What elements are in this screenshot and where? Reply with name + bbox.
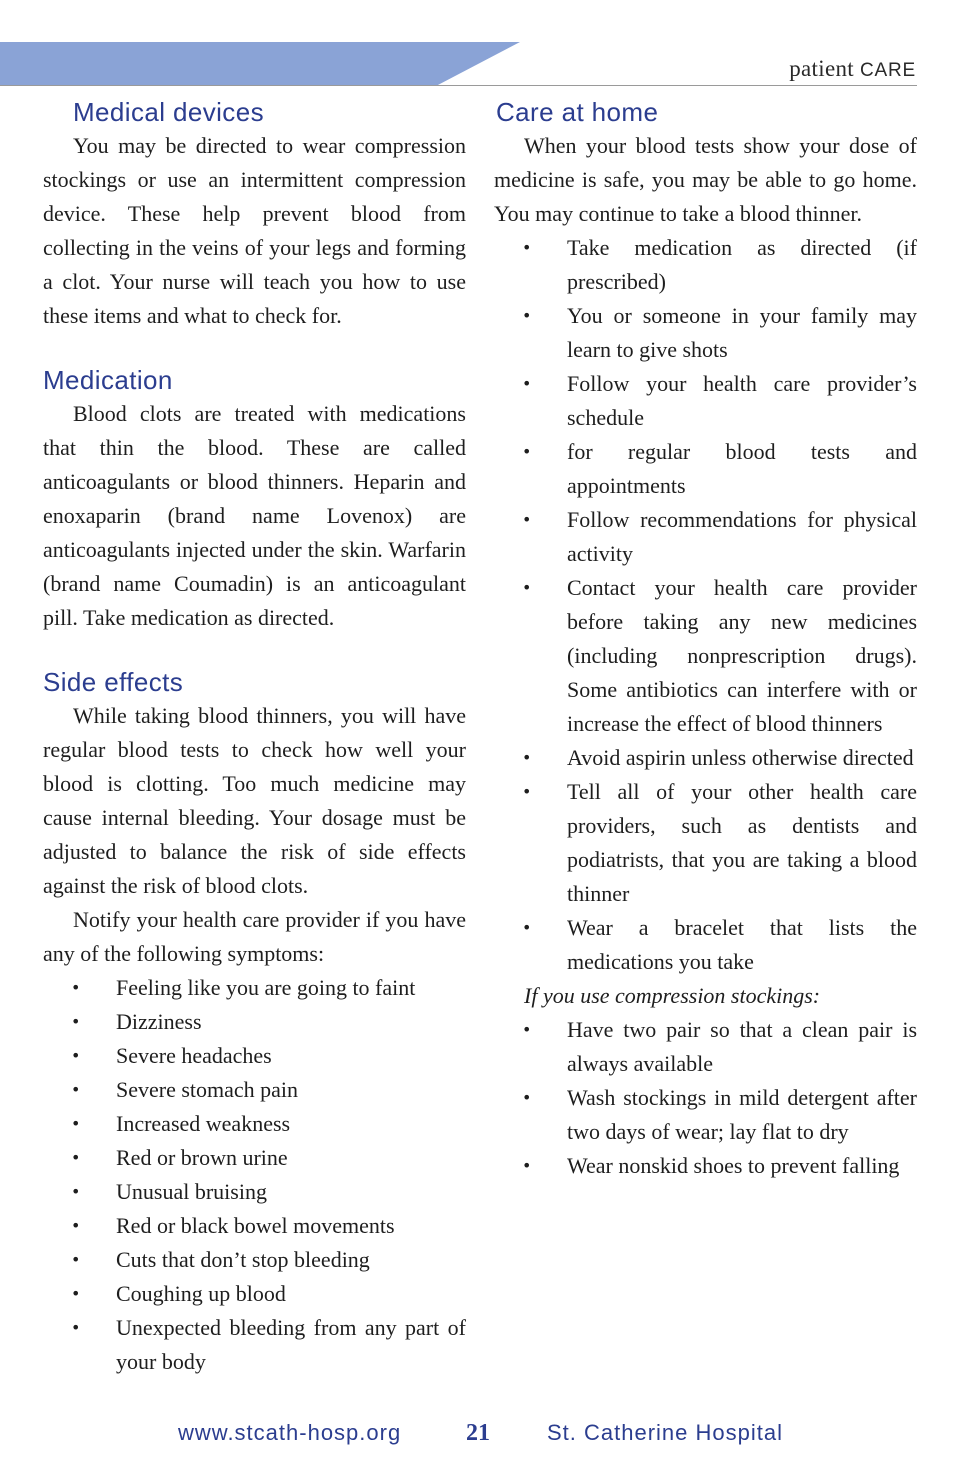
list-item: • Contact your health care provider before taking any new medicines (including nonprescription drugs). Some antibiotics can interfere with or increase the effect of blood thinners (494, 571, 917, 741)
list-item: • Follow recommendations for physical activity (494, 503, 917, 571)
side-effects-section (43, 665, 466, 1379)
side-effects-text: While taking blood thinners, you will have regular blood tests to check how well your blood is clotting. Too much medicine may cause internal bleeding. Your dosage must be adjusted to balance the risk of side effects against the risk of blood clots. (43, 703, 466, 898)
list-item: • Unusual bruising (43, 1175, 466, 1209)
compression-stockings-list (494, 1013, 917, 1183)
side-effects-heading: Side effects (43, 667, 184, 697)
section-label-main: patient (789, 56, 854, 81)
medication-heading: Medication (43, 365, 173, 395)
compression-stockings-note: If you use compression stockings: (524, 983, 821, 1008)
header-rule (0, 85, 917, 86)
list-item: • Severe headaches (43, 1039, 466, 1073)
list-item: • Wash stockings in mild detergent after two days of wear; lay flat to dry (494, 1081, 917, 1149)
list-item: • Increased weakness (43, 1107, 466, 1141)
list-item: • Wear nonskid shoes to prevent falling (494, 1149, 917, 1183)
list-item: • Unexpected bleeding from any part of your body (43, 1311, 466, 1379)
list-item: • Severe stomach pain (43, 1073, 466, 1107)
care-at-home-section (494, 95, 917, 1183)
list-item: • Tell all of your other health care providers, such as dentists and podiatrists, that you are taking a blood thinner (494, 775, 917, 911)
list-item: • Cuts that don’t stop bleeding (43, 1243, 466, 1277)
list-item: • You or someone in your family may learn to give shots (494, 299, 917, 367)
page-footer (0, 1416, 960, 1450)
symptoms-list (43, 971, 466, 1379)
list-item: • Wear a bracelet that lists the medications you take (494, 911, 917, 979)
care-at-home-list (494, 231, 917, 979)
website-link[interactable]: www.stcath-hosp.org (178, 1420, 402, 1445)
right-column (494, 95, 917, 1183)
list-item: • Dizziness (43, 1005, 466, 1039)
list-item: • Red or brown urine (43, 1141, 466, 1175)
medical-devices-text: You may be directed to wear compression stockings or use an intermittent compression device. These help prevent blood from collecting in the veins of your legs and forming a clot. Your nurse will teach you how to use these items and what to check for. (43, 133, 466, 328)
medical-devices-section (43, 95, 466, 333)
medication-text: Blood clots are treated with medications that thin the blood. These are called anticoagulants or blood thinners. Heparin and enoxaparin (brand name Lovenox) are anticoagulants injected under the skin. Warfarin (brand name Coumadin) is an anticoagulant pill. Take medication as directed. (43, 401, 466, 630)
list-item: • Feeling like you are going to faint (43, 971, 466, 1005)
section-label-caps: CARE (860, 60, 916, 81)
list-item: • Take medication as directed (if prescribed) (494, 231, 917, 299)
side-effects-notify-text: Notify your health care provider if you have any of the following symptoms: (43, 907, 466, 966)
care-at-home-heading: Care at home (496, 97, 659, 127)
header-band-shape (0, 42, 520, 86)
list-item: • Follow your health care provider’s schedule (494, 367, 917, 435)
list-item: • Coughing up blood (43, 1277, 466, 1311)
medication-section (43, 363, 466, 635)
medical-devices-heading: Medical devices (73, 97, 264, 127)
list-item: • Avoid aspirin unless otherwise directed (494, 741, 917, 775)
hospital-name: St. Catherine Hospital (547, 1420, 783, 1445)
list-item: • Have two pair so that a clean pair is always available (494, 1013, 917, 1081)
care-at-home-text: When your blood tests show your dose of medicine is safe, you may be able to go home. You may continue to take a blood thinner. (494, 133, 917, 226)
left-column (43, 95, 466, 1379)
page-number: 21 (466, 1420, 490, 1446)
list-item: • Red or black bowel movements (43, 1209, 466, 1243)
section-label (789, 56, 916, 82)
list-item: • for regular blood tests and appointments (494, 435, 917, 503)
